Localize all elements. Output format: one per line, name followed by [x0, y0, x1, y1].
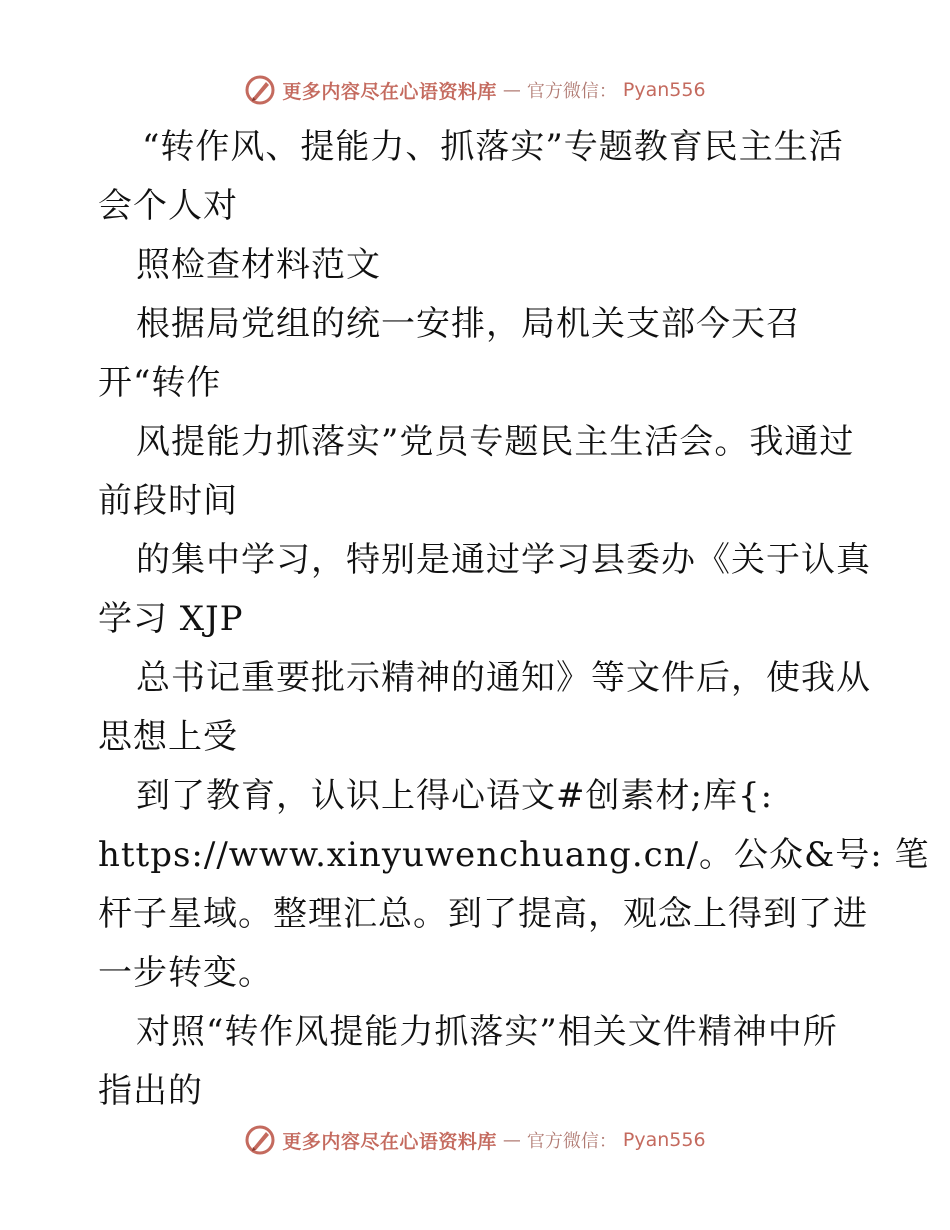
paragraph-line: https://www.xinyuwenchuang.cn/。公众&号: 笔 [98, 835, 930, 875]
title-line-1: “转作风、提能力、抓落实”专题教育民主生活 [142, 127, 844, 167]
document-body [98, 118, 930, 1121]
paragraph-line: 总书记重要批示精神的通知》等文件后，使我从 [136, 658, 871, 698]
quill-logo-icon [244, 1124, 276, 1156]
paragraph-line: 学习 XJP [98, 599, 244, 639]
watermark-title: 更多内容尽在心语资料库 [282, 1130, 497, 1153]
watermark-wechat-label: 官方微信： [526, 1131, 617, 1152]
footer-watermark [0, 1120, 950, 1160]
paragraph-line: 对照“转作风提能力抓落实”相关文件精神中所 [136, 1012, 838, 1052]
paragraph-line: 到了教育，认识上得心语文#创素材;库{: [136, 776, 774, 816]
paragraph-line: 风提能力抓落实”党员专题民主生活会。我通过 [136, 422, 855, 462]
paragraph-line: 一步转变。 [98, 953, 273, 993]
paragraph-line: 思想上受 [98, 717, 238, 757]
watermark-dash: — [502, 1129, 521, 1151]
header-watermark [0, 70, 950, 110]
title-line-3: 照检查材料范文 [136, 245, 381, 285]
paragraph-line: 指出的 [98, 1071, 203, 1111]
watermark-dash: — [502, 79, 521, 101]
watermark-wechat-id: Pyan556 [622, 1129, 706, 1151]
title-line-2: 会个人对 [98, 186, 238, 226]
watermark-wechat-id: Pyan556 [622, 79, 706, 101]
paragraph-line: 杆子星域。整理汇总。到了提高，观念上得到了进 [98, 894, 868, 934]
paragraph-line: 开“转作 [98, 363, 222, 403]
paragraph-line: 根据局党组的统一安排，局机关支部今天召 [136, 304, 801, 344]
watermark-title: 更多内容尽在心语资料库 [282, 80, 497, 103]
watermark-wechat-label: 官方微信： [526, 81, 617, 102]
paragraph-line: 前段时间 [98, 481, 238, 521]
quill-logo-icon [244, 74, 276, 106]
paragraph-line: 的集中学习，特别是通过学习县委办《关于认真 [136, 540, 871, 580]
